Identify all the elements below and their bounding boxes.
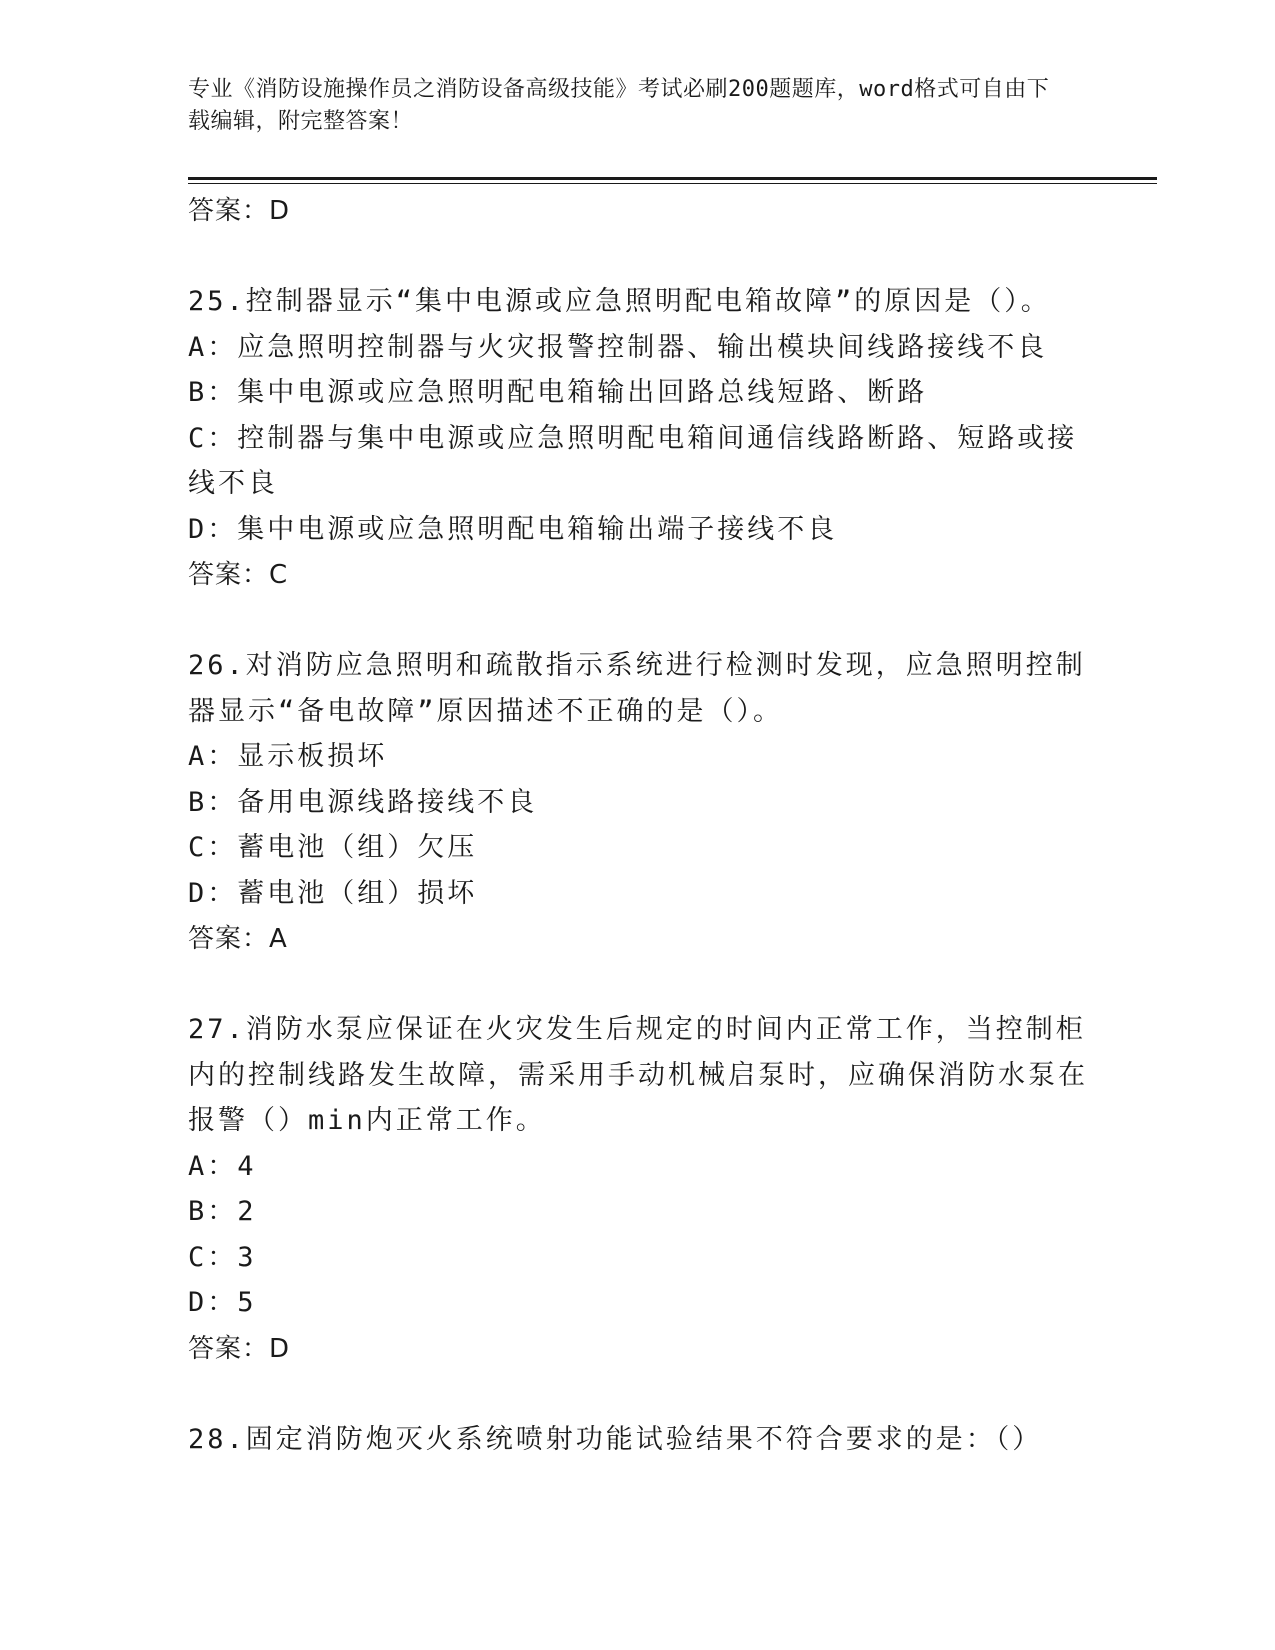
question-stem: 27.消防水泵应保证在火灾发生后规定的时间内正常工作，当控制柜内的控制线路发生故障，需采用手动机械启泵时，应确保消防水泵在报警（）min内正常工作。 bbox=[188, 1014, 1088, 1136]
answer-line: 答案：C bbox=[188, 560, 289, 590]
answer-line: 答案：D bbox=[188, 1333, 291, 1364]
answer-line: 答案：D bbox=[188, 196, 291, 226]
question-list bbox=[188, 188, 1088, 1462]
question-stem: 26.对消防应急照明和疏散指示系统进行检测时发现，应急照明控制器显示“备电故障”原因描述不正确的是（）。 bbox=[188, 650, 1086, 727]
option-b: B：备用电源线路接线不良 bbox=[188, 786, 538, 818]
option-b: B：集中电源或应急照明配电箱输出回路总线短路、断路 bbox=[188, 377, 928, 408]
header-rule-thick bbox=[188, 177, 1157, 180]
option-c: C：蓄电池（组）欠压 bbox=[188, 832, 478, 863]
question-stem: 25.控制器显示“集中电源或应急照明配电箱故障”的原因是（）。 bbox=[188, 286, 1051, 317]
header-rule-thin bbox=[188, 183, 1157, 184]
option-c: C：3 bbox=[188, 1241, 257, 1273]
option-d: D：5 bbox=[188, 1287, 257, 1318]
option-b: B：2 bbox=[188, 1196, 257, 1227]
option-c: C：控制器与集中电源或应急照明配电箱间通信线路断路、短路或接线不良 bbox=[188, 422, 1078, 499]
option-a: A：应急照明控制器与火灾报警控制器、输出模块间线路接线不良 bbox=[188, 331, 1048, 363]
option-a: A：显示板损坏 bbox=[188, 741, 388, 772]
option-a: A：4 bbox=[188, 1150, 257, 1182]
question-stem: 28.固定消防炮灭火系统喷射功能试验结果不符合要求的是：（） bbox=[188, 1423, 1043, 1455]
option-d: D：集中电源或应急照明配电箱输出端子接线不良 bbox=[188, 513, 838, 545]
answer-line: 答案：A bbox=[188, 924, 288, 954]
document-header: 专业《消防设施操作员之消防设备高级技能》考试必刷200题题库，word格式可自由下载编辑，附完整答案！ bbox=[188, 77, 1050, 134]
option-d: D：蓄电池（组）损坏 bbox=[188, 877, 478, 909]
